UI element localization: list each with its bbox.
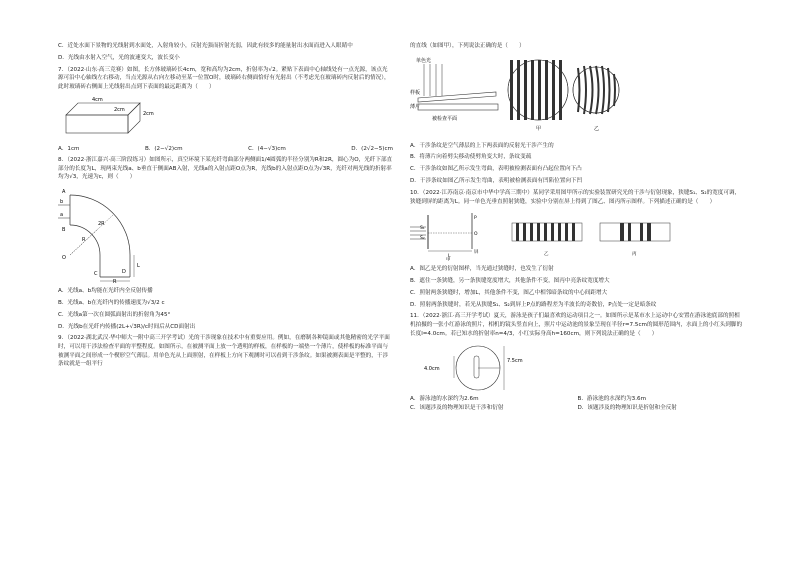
q9-stem: 9．（2022·湖北武汉·华中师大一附中高三开学考试）光的干涉现象在技术中有重要应用。例如，在磨制各种镜面或其他精密的光学平面时，可以用干涉法检查平面的平整程度。如图所示，在被测平面上放一个透明的样板，在样板的一端垫一个薄片，使样板的标准平面与被测平面之间形成一个楔形空气薄层。用单色光从上面照射，在样板上方向下观测时可以看到干涉条纹。如果被测表面是平整的，干涉条纹就是一组平行 [58, 335, 390, 368]
q10-label-yi: 乙 [544, 252, 549, 258]
q7-label-length: 4cm [92, 96, 103, 103]
q11-label-right: 7.5cm [507, 357, 523, 364]
q10-label-bing: 丙 [632, 252, 637, 258]
q7-option-b: B．(2−√2)cm [144, 145, 183, 152]
q8-label-B: B [62, 227, 66, 234]
q8-figure-optical-fiber [58, 185, 188, 283]
q7-label-height: 2cm [143, 110, 154, 117]
q6-option-d: D．光线由水射入空气，光的波速变大，波长变小 [58, 54, 180, 61]
q10-option-c: C．照射两条狭缝时，增加L，其他条件不变，图乙中相邻暗条纹的中心间距增大 [410, 289, 608, 296]
q10-figure-slits [410, 209, 700, 261]
q11-figure-pool-photo [410, 342, 540, 392]
q7-label-width: 2cm [114, 106, 125, 113]
q9-label-mono: 单色光 [416, 57, 432, 64]
q10-label-jia: 甲 [446, 258, 451, 262]
q7-figure-glass-block [58, 95, 168, 141]
q11-option-d: D．该题涉及的物理知识是折射和全反射 [577, 404, 677, 411]
q9-label-yi: 乙 [594, 125, 600, 132]
q10-label-S1: S₁ [420, 226, 425, 232]
q11-label-left: 4.0cm [424, 365, 440, 372]
q9-stem-continued: 的直线（如图甲），下列说法正确的是（ ） [410, 43, 525, 49]
q8-option-d: D．光线b在光纤内传播(2L+√3R)/c时间后从CD面射出 [58, 323, 196, 330]
left-column [58, 42, 393, 372]
q10-label-screen: 屏 [474, 250, 479, 256]
q9-label-sample: 样板 [410, 89, 421, 96]
q10-label-L: L [448, 254, 451, 260]
q11-stem: 11．（2022·浙江·高三开学考试）夏天，游泳是孩子们最喜欢的运动项目之一。如图所示是某市水上运动中心安置在游泳池底部的照相机拍摄的一张小红游泳的照片，相机的镜头竖直向上，照片中运动池的景象呈现在半径r=7.5cm的圆形范围内，水面上的小红头到脚的长度l=4.0cm。若已知水的折射率n=4/3，小红实际身高h=160cm，则下列说法正确的是（ ） [410, 313, 743, 337]
q8-label-O: O [62, 255, 66, 262]
q8-label-2R: 2R [98, 221, 105, 228]
q8-label-R-bottom: R [113, 279, 117, 284]
q10-stem: 10．（2022·江苏南京·南京市中华中学高三期中）某同学采用图甲所示的实验装置研究光的干涉与衍射现象，狭缝S₁、S₂的宽度可调，狭缝到屏的距离为L。同一单色光垂直照射狭缝，实验中分别在屏上得到了图乙、图丙所示图样。下列描述正确的是（ ） [410, 189, 741, 205]
right-column [410, 42, 745, 413]
q9-pattern-jia [508, 60, 568, 120]
q7-option-d: D．(2√2−5)cm [351, 145, 393, 152]
q7-options [58, 145, 393, 154]
q9-label-jia: 甲 [536, 125, 542, 132]
q7-option-c: C．(4−√3)cm [248, 145, 286, 152]
q10-option-b: B．遮住一条狭缝，另一条狭缝宽度增大，其他条件不变，图丙中亮条纹宽度增大 [410, 277, 610, 284]
q9-figure-interference [410, 54, 620, 138]
q8-label-L: L [137, 263, 140, 270]
q8-label-b: b [60, 199, 64, 206]
q9-option-c: C．干涉条纹如图乙所示发生弯曲，表明被检测表面有凸起位置向下凸 [410, 166, 582, 173]
q10-pattern-yi [512, 223, 582, 241]
q11-options-row1 [410, 395, 745, 404]
q10-label-P: P [474, 216, 477, 222]
q9-option-d: D．干涉条纹如图乙所示发生弯曲，表明被检测表面有凹陷位置向下凹 [410, 178, 583, 185]
q8-label-R: R [82, 237, 86, 244]
q8-label-C: C [94, 271, 98, 278]
q10-label-S2: S₂ [420, 236, 425, 242]
q8-option-a: A．光线a、b均能在光纤内全反射传播 [58, 287, 153, 294]
q10-pattern-bing [600, 223, 670, 241]
q11-option-a: A．游泳池的水深约为2.6m [410, 396, 479, 403]
q9-label-plane: 被检查平面 [432, 115, 458, 122]
q7-stem: 7．（2022·山东·高三竞赛）如图，长方体玻璃砖长4cm，宽和高均为2cm，折射率为√2。紧贴下表面中心轴线处有一点光源，该点光源可沿中心轴线左右移动，当点光源从右向左移动至某一位置O时，玻璃砖右侧面恰好有光射出（不考虑光在玻璃砖内反射后的情况），此时玻璃砖右侧面上光线射出点到下表面的最远距离为（ ） [58, 66, 390, 90]
q11-options-row2 [410, 404, 745, 413]
q9-option-b: B．将薄片向着劈尖移动使劈角变大时，条纹变疏 [410, 154, 532, 161]
q8-option-c: C．光线a第一次在圆弧面射出的折射角为45° [58, 311, 171, 318]
q10-option-d: D．照射两条狭缝时，若光从狭缝S₁、S₂到屏上P点的路程差为半波长的奇数倍，P点处一定是暗条纹 [410, 301, 657, 308]
q11-option-c: C．该题涉及的物理知识是干涉和衍射 [410, 404, 504, 411]
q8-label-A: A [62, 189, 66, 196]
q9-pattern-yi [573, 66, 619, 114]
q9-option-a: A．干涉条纹是空气薄层的上下两表面的反射光干涉产生的 [410, 142, 554, 149]
q8-option-b: B．光线a、b在光纤内的传播速度为√3/2 c [58, 299, 165, 306]
q10-label-O: O [474, 232, 478, 238]
q7-option-a: A．1cm [58, 145, 80, 152]
q6-option-c: C．近处水面下景物的光线射到水面处，入射角较小，反射光强而折射光弱，因此有较多的能量射出水面而进入人眼睛中 [58, 43, 353, 49]
q10-option-a: A．图乙是光的衍射图样，当光通过狭缝时，也发生了衍射 [410, 266, 554, 273]
q11-option-b: B．游泳池的水深约为3.6m [577, 396, 647, 403]
q8-stem: 8．（2022·浙江嘉兴·高三阶段练习）如图所示，真空环境下某光纤弯曲部分两侧面1/4圆弧的半径分别为R和2R，圆心为O，光纤下部直部分的长度为L，现两束光线a、b垂直于侧面AB入射，光线a的入射点距O点为R，光线b的入射点距O点为√3R，光纤对两光线的折射率均为√3，光速为c，则（ ） [58, 157, 393, 181]
q8-label-a: a [60, 212, 64, 219]
q9-label-thin: 薄片 [410, 103, 421, 110]
q8-label-D: D [122, 269, 126, 276]
